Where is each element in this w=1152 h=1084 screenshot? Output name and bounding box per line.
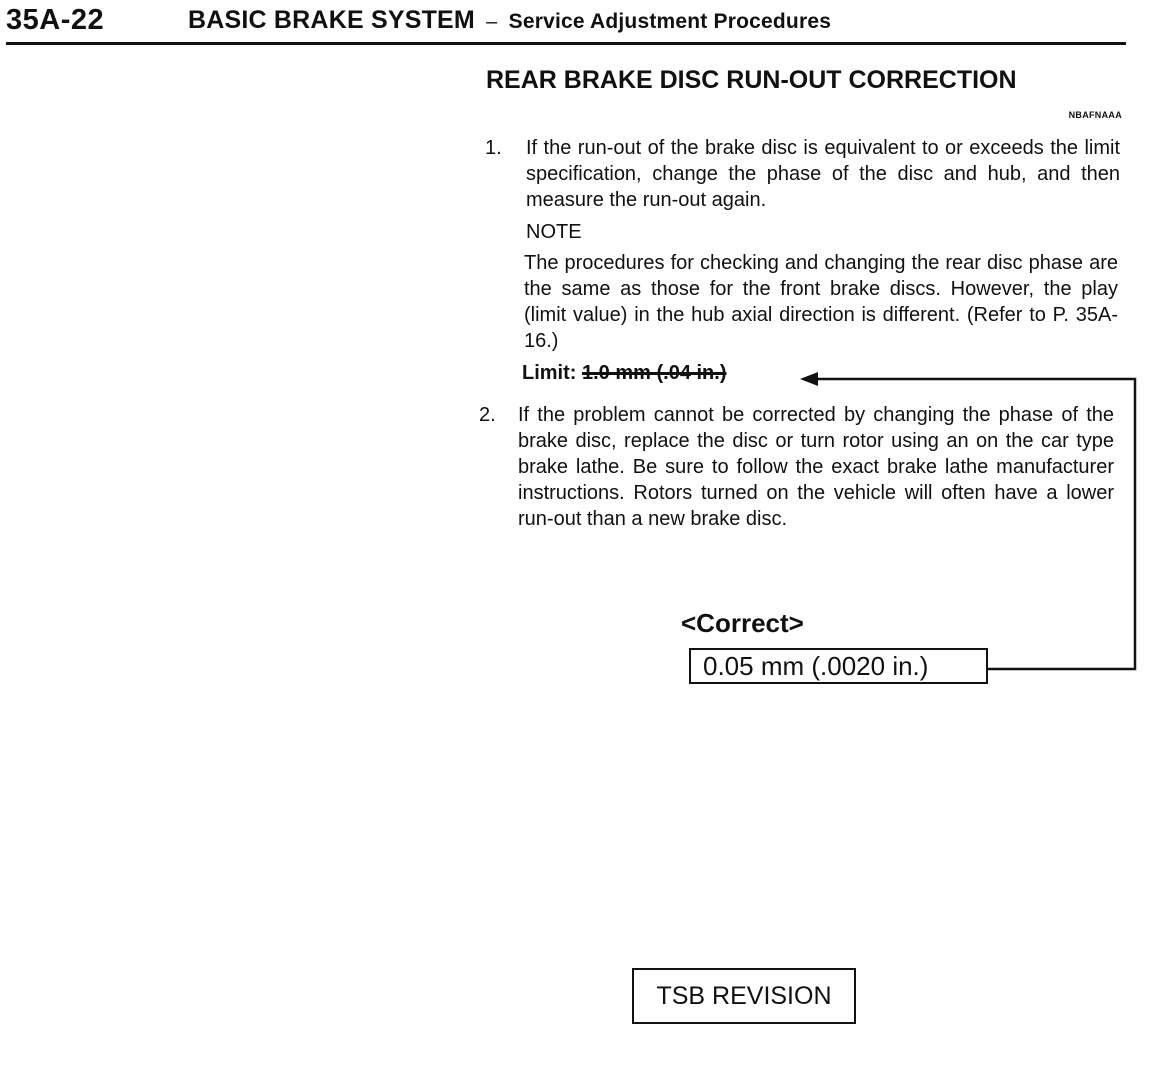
limit-old-value: 1.0 mm (.04 in.): [582, 362, 727, 384]
arrowhead-icon: [800, 372, 818, 386]
page-number: 35A-22: [6, 4, 105, 36]
note-text: The procedures for checking and changing the rear disc phase are the same as those for the front brake discs. However, the play (limit value) in the hub axial direction is different. (Refer to P. 35A-16.): [524, 252, 1118, 352]
document-code: NBAFNAAA: [1068, 110, 1122, 120]
step-1-text: If the run-out of the brake disc is equivalent to or exceeds the limit specification, change the phase of the disc and hub, and then measure the run-out again.: [526, 137, 1120, 211]
note-label: NOTE: [526, 221, 582, 243]
limit-label: Limit:: [522, 362, 577, 384]
procedure-heading: REAR BRAKE DISC RUN-OUT CORRECTION: [486, 66, 1017, 94]
step-2-number: 2.: [479, 404, 496, 426]
step-2-text: If the problem cannot be corrected by changing the phase of the brake disc, replace the disc or turn rotor using an on the car type brake lathe. Be sure to follow the exact brake lathe manufacturer instructions. Rotors turned on the vehicle will often have a lower run-out than a new brake disc.: [518, 404, 1114, 530]
step-1-number: 1.: [485, 137, 502, 159]
correct-label: <Correct>: [681, 608, 804, 638]
section-separator: –: [486, 11, 498, 33]
subsection-name: Service Adjustment Procedures: [508, 10, 832, 33]
connector-line: [814, 379, 1135, 669]
corrected-value-box: 0.05 mm (.0020 in.): [689, 648, 988, 684]
tsb-revision-box: TSB REVISION: [632, 968, 856, 1024]
section-name: BASIC BRAKE SYSTEM: [188, 6, 475, 34]
